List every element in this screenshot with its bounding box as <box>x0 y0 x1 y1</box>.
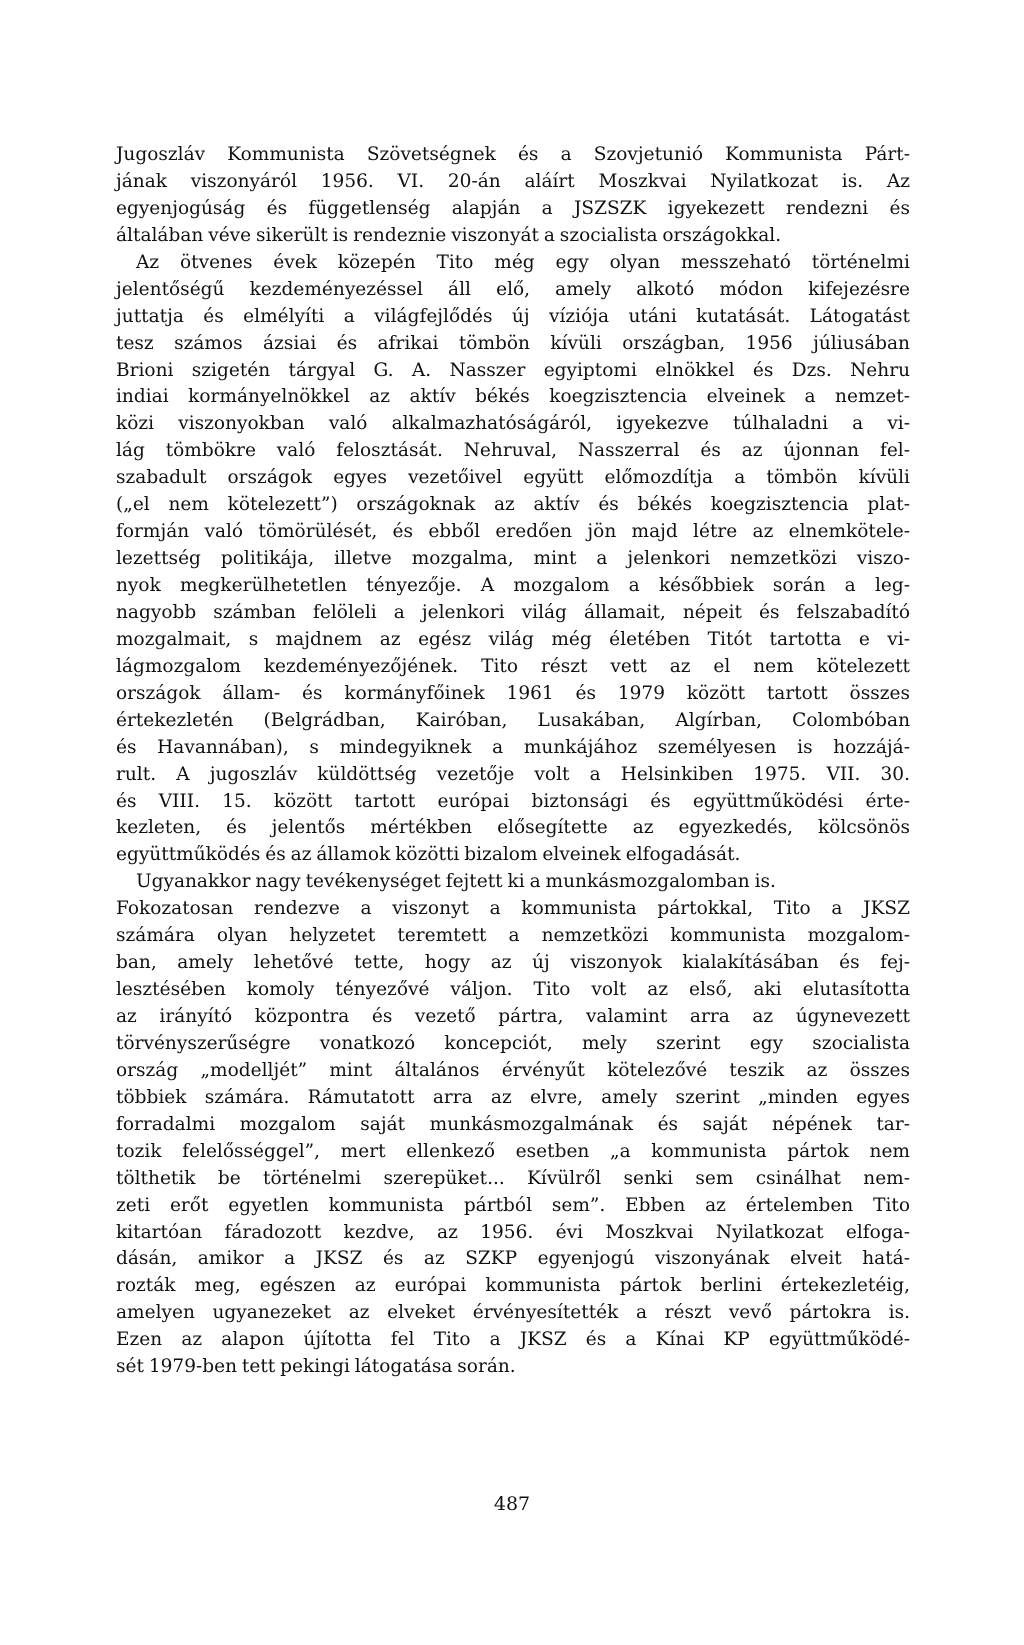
text-line: számára olyan helyzetet teremtett a nemzetközi kommunista mozgalom- <box>116 925 910 947</box>
text-line: tozik felelősséggel”, mert ellenkező esetben „a kommunista pártok nem <box>116 1140 910 1162</box>
paragraph-start-line: Ugyanakkor nagy tevékenységet fejtett ki a munkásmozgalomban is. <box>136 871 776 893</box>
text-line: jelentőségű kezdeményezéssel áll elő, amely alkotó módon kifejezésre <box>116 278 910 300</box>
text-line: juttatja és elmélyíti a világfejlődés új víziója utáni kutatását. Látogatást <box>116 305 910 327</box>
text-line: tesz számos ázsiai és afrikai tömbön kívüli országban, 1956 júliusában <box>116 332 910 354</box>
text-line: tölthetik be történelmi szerepüket... Kívülről senki sem csinálhat nem- <box>116 1167 910 1189</box>
text-line: Jugoszláv Kommunista Szövetségnek és a Szovjetunió Kommunista Párt- <box>116 144 910 165</box>
text-line: rult. A jugoszláv küldöttség vezetője volt a Helsinkiben 1975. VII. 30. <box>116 763 910 785</box>
text-line: lezettség politikája, illetve mozgalma, mint a jelenkori nemzetközi viszo- <box>116 548 910 570</box>
text-line: országok állam- és kormányfőinek 1961 és 1979 között tartott összes <box>116 682 910 704</box>
text-line: törvényszerűségre vonatkozó koncepciót, mely szerint egy szocialista <box>116 1032 910 1054</box>
text-line: és VIII. 15. között tartott európai biztonsági és együttműködési érte- <box>116 790 910 812</box>
text-line: Ezen az alapon újította fel Tito a JKSZ és a Kínai KP együttműködé- <box>116 1329 910 1351</box>
text-line: indiai kormányelnökkel az aktív békés koegzisztencia elveinek a nemzet- <box>116 386 910 408</box>
text-line: dásán, amikor a JKSZ és az SZKP egyenjogú viszonyának elveit hatá- <box>116 1248 910 1270</box>
text-line: jának viszonyáról 1956. VI. 20-án aláírt Moszkvai Nyilatkozat is. Az <box>116 170 910 192</box>
text-line: rozták meg, egészen az európai kommunista pártok berlini értekezletéig, <box>116 1275 910 1297</box>
text-line: nyok megkerülhetetlen tényezője. A mozgalom a későbbiek során a leg- <box>116 575 910 596</box>
text-line: nagyobb számban felöleli a jelenkori világ államait, népeit és felszabadító <box>116 601 910 623</box>
text-line: együttműködés és az államok közötti bizalom elveinek elfogadását. <box>116 844 741 866</box>
text-line: kezleten, és jelentős mértékben elősegítette az egyezkedés, kölcsönös <box>116 817 910 839</box>
text-line: szabadult országok egyes vezetőivel együtt előmozdítja a tömbön kívüli <box>116 467 910 489</box>
text-line: formján való tömörülését, és ebből eredően jön majd létre az elnemkötele- <box>116 521 910 543</box>
text-line: többiek számára. Rámutatott arra az elvre, amely szerint „minden egyes <box>116 1086 910 1108</box>
page-number: 487 <box>493 1493 531 1515</box>
text-line: Brioni szigetén tárgyal G. A. Nasszer egyiptomi elnökkel és Dzs. Nehru <box>116 359 910 381</box>
text-line: („el nem kötelezett”) országoknak az aktív és békés koegzisztencia plat- <box>116 494 910 516</box>
text-line: lág tömbökre való felosztását. Nehruval, Nasszerral és az újonnan fel- <box>116 440 910 462</box>
text-line: lágmozgalom kezdeményezőjének. Tito részt vett az el nem kötelezett <box>116 655 910 677</box>
text-line: mozgalmait, s majdnem az egész világ még életében Titót tartotta e vi- <box>116 628 910 650</box>
text-line: kitartóan fáradozott kezdve, az 1956. évi Moszkvai Nyilatkozat elfoga- <box>116 1221 910 1243</box>
text-line: és Havannában), s mindegyiknek a munkájához személyesen is hozzájá- <box>116 736 910 758</box>
paragraph-start-line: Az ötvenes évek közepén Tito még egy olyan messzeható történelmi <box>136 251 910 273</box>
text-line: forradalmi mozgalom saját munkásmozgalmának és saját népének tar- <box>116 1113 910 1135</box>
text-line: ország „modelljét” mint általános érvényűt kötelezővé teszik az összes <box>116 1059 910 1081</box>
text-line: közi viszonyokban való alkalmazhatóságáról, igyekezve túlhaladni a vi- <box>116 413 910 435</box>
body-text <box>116 142 910 1381</box>
text-line: sét 1979-ben tett pekingi látogatása során. <box>116 1356 516 1378</box>
text-line: amelyen ugyanezeket az elveket érvényesítették a részt vevő pártokra is. <box>116 1302 910 1324</box>
text-line: általában véve sikerült is rendeznie viszonyát a szocialista országokkal. <box>116 224 782 246</box>
text-line: Fokozatosan rendezve a viszonyt a kommunista pártokkal, Tito a JKSZ <box>116 898 910 920</box>
text-line: értekezletén (Belgrádban, Kairóban, Lusakában, Algírban, Colombóban <box>116 709 910 731</box>
text-line: zeti erőt egyetlen kommunista pártból sem”. Ebben az értelemben Tito <box>116 1194 910 1216</box>
text-line: lesztésében komoly tényezővé váljon. Tito volt az első, aki elutasította <box>116 979 910 1001</box>
text-line: az irányító központra és vezető pártra, valamint arra az úgynevezett <box>116 1006 910 1027</box>
text-line: ban, amely lehetővé tette, hogy az új viszonyok kialakításában és fej- <box>116 952 910 974</box>
text-line: egyenjogúság és függetlenség alapján a JSZSZK igyekezett rendezni és <box>116 197 910 219</box>
